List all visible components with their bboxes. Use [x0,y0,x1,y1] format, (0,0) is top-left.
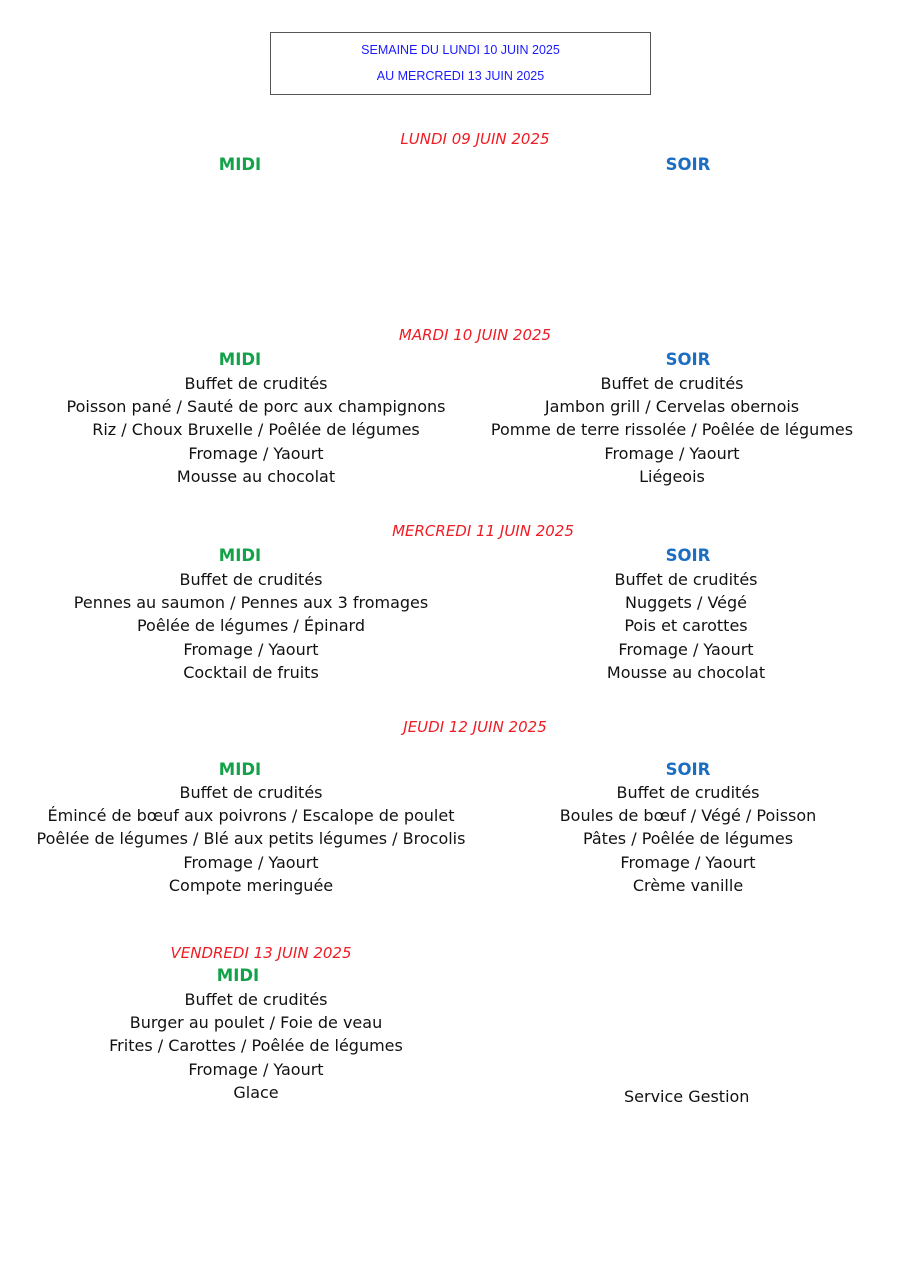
midi-heading-vendredi: MIDI [216,966,260,985]
day-title-vendredi: VENDREDI 13 JUIN 2025 [170,944,352,962]
menu-item: Fromage / Yaourt [188,1059,324,1079]
soir-menu-mardi [491,372,853,488]
menu-item: Boules de bœuf / Végé / Poisson [559,806,817,826]
menu-item: Liégeois [639,466,705,486]
midi-menu-vendredi [109,988,403,1104]
menu-item: Fromage / Yaourt [188,443,324,463]
day-title-lundi: LUNDI 09 JUIN 2025 [400,130,550,148]
menu-item: Fromage / Yaourt [604,443,740,463]
week-header-line-1: SEMAINE DU LUNDI 10 JUIN 2025 [361,43,560,57]
week-header-line-2: AU MERCREDI 13 JUIN 2025 [376,69,545,83]
menu-item: Poêlée de légumes / Blé aux petits légumes / Brocolis [36,829,466,849]
menu-item: Buffet de crudités [184,374,328,393]
menu-item: Buffet de crudités [600,374,744,393]
menu-item: Riz / Choux Bruxelle / Poêlée de légumes [92,420,420,440]
menu-item: Glace [233,1082,279,1102]
midi-heading-mercredi: MIDI [218,546,262,565]
menu-item: Fromage / Yaourt [618,639,754,659]
midi-menu-mardi [67,372,446,488]
menu-item: Buffet de crudités [184,990,328,1009]
menu-item: Émincé de bœuf aux poivrons / Escalope de poulet [47,806,455,826]
menu-item: Fromage / Yaourt [620,852,756,872]
midi-heading-lundi: MIDI [218,155,262,174]
menu-item: Buffet de crudités [179,570,323,589]
menu-item: Pois et carottes [624,616,748,636]
menu-item: Jambon grill / Cervelas obernois [544,397,800,417]
soir-heading-lundi: SOIR [665,155,711,174]
midi-heading-mardi: MIDI [218,350,262,369]
midi-menu-mercredi [74,568,428,684]
midi-menu-jeudi [37,781,466,897]
signature: Service Gestion [624,1087,750,1106]
menu-item: Buffet de crudités [616,783,760,802]
menu-item: Pomme de terre rissolée / Poêlée de légumes [490,420,854,440]
menu-item: Crème vanille [632,875,744,895]
menu-item: Nuggets / Végé [625,593,747,613]
midi-heading-jeudi: MIDI [218,760,262,779]
menu-item: Burger au poulet / Foie de veau [129,1013,383,1033]
soir-heading-mercredi: SOIR [665,546,711,565]
menu-item: Buffet de crudités [179,783,323,802]
menu-item: Cocktail de fruits [183,662,319,682]
menu-item: Fromage / Yaourt [183,852,319,872]
soir-heading-jeudi: SOIR [665,760,711,779]
menu-item: Frites / Carottes / Poêlée de légumes [109,1036,403,1056]
soir-menu-jeudi [560,781,817,897]
day-title-mardi: MARDI 10 JUIN 2025 [398,326,552,344]
menu-item: Mousse au chocolat [176,466,336,486]
soir-menu-mercredi [607,568,765,684]
menu-item: Compote meringuée [168,875,334,895]
menu-item: Mousse au chocolat [606,662,766,682]
menu-item: Fromage / Yaourt [183,639,319,659]
day-title-mercredi: MERCREDI 11 JUIN 2025 [392,522,574,540]
week-header-box [270,32,651,95]
menu-item: Poêlée de légumes / Épinard [136,616,366,636]
day-title-jeudi: JEUDI 12 JUIN 2025 [403,718,547,736]
menu-item: Buffet de crudités [614,570,758,589]
menu-item: Pennes au saumon / Pennes aux 3 fromages [73,593,429,613]
soir-heading-mardi: SOIR [665,350,711,369]
menu-item: Pâtes / Poêlée de légumes [582,829,794,849]
menu-item: Poisson pané / Sauté de porc aux champignons [66,397,446,417]
